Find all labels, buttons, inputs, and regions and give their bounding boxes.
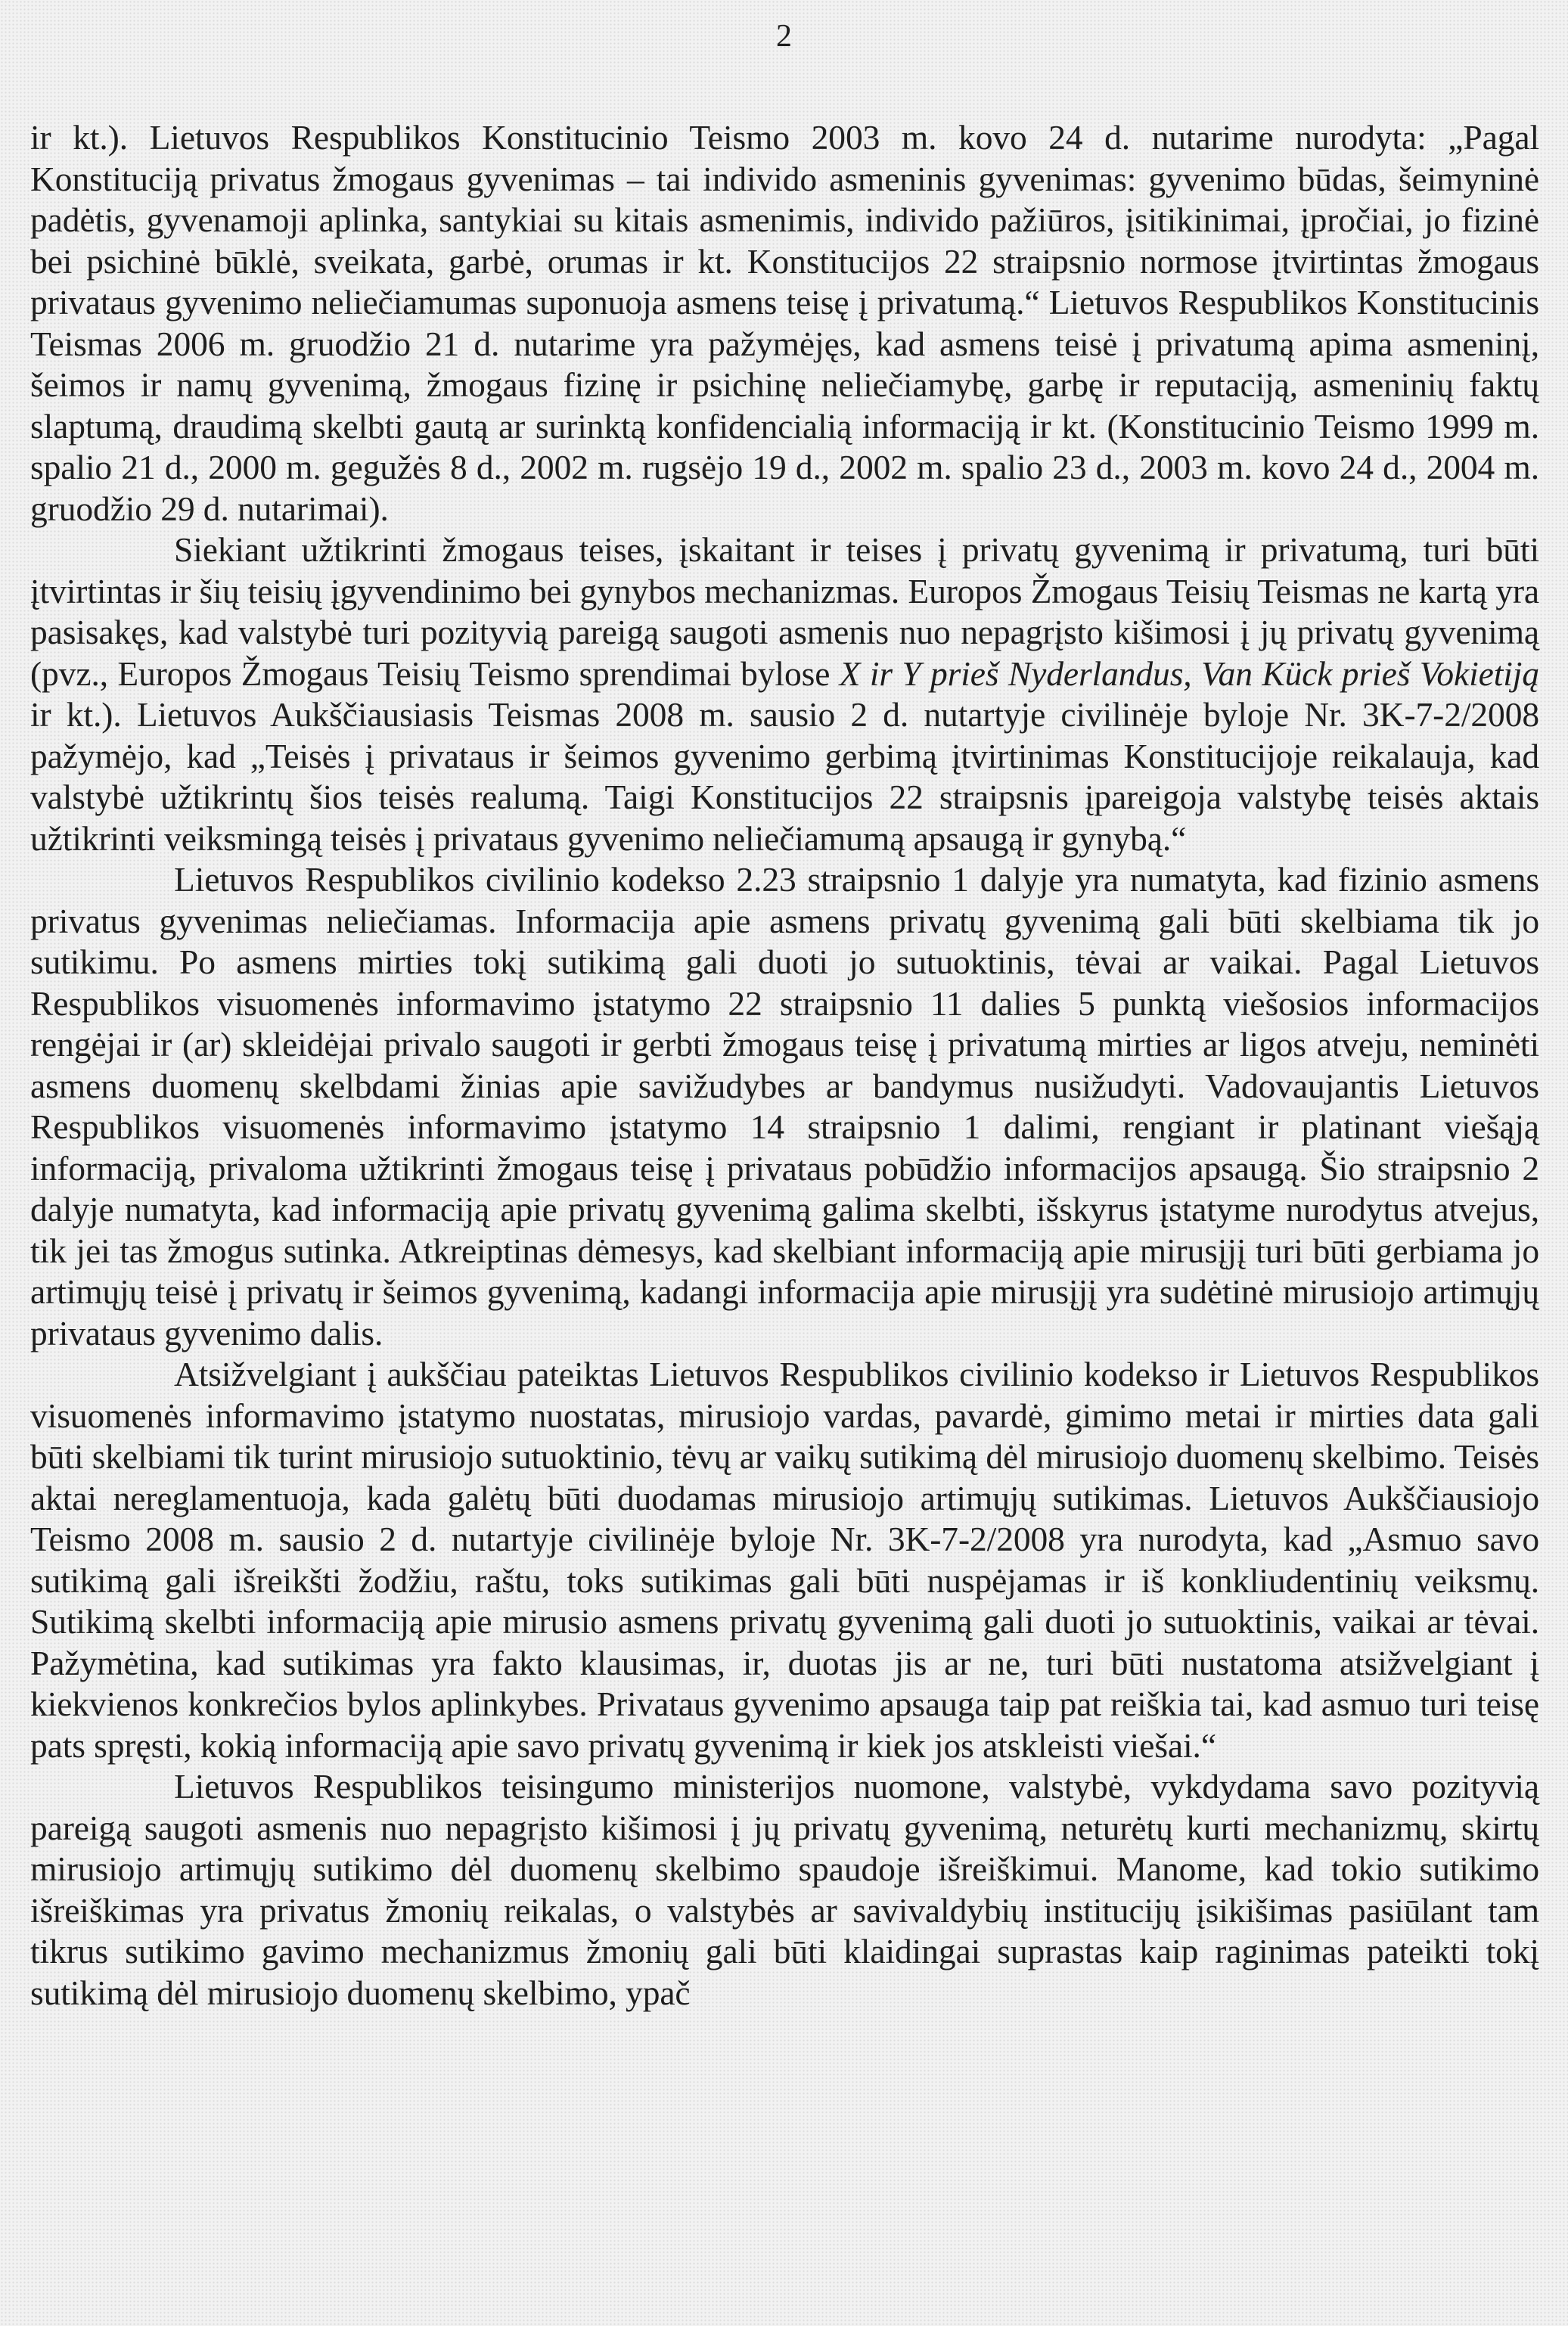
paragraph-text: Lietuvos Respublikos civilinio kodekso 2.23 straipsnio 1 dalyje yra numatyta, kad fizinio asmens privatus gyvenimas neliečiamas. Informacija apie asmens privatų gyvenimą gali būti skelbiama tik jo sutikimu. Po asmens mirties tokį sutikimą gali duoti jo sutuoktinis, tėvai ar vaikai. Pagal Lietuvos Respublikos visuomenės informavimo įstatymo 22 straipsnio 11 dalies 5 punktą viešosios informacijos rengėjai ir (ar) skleidėjai privalo saugoti ir gerbti žmogaus teisę į privatumą mirties ar ligos atveju, neminėti asmens duomenų skelbdami žinias apie savižudybes ar bandymus nusižudyti. Vadovaujantis Lietuvos Respublikos visuomenės informavimo įstatymo 14 straipsnio 1 dalimi, rengiant ir platinant viešąją informaciją, privaloma užtikrinti žmogaus teisę į privataus pobūdžio informacijos apsaugą. Šio straipsnio 2 dalyje numatyta, kad informaciją apie privatų gyvenimą galima skelbti, išskyrus įstatyme nurodytus atvejus, tik jei tas žmogus sutinka. Atkreiptinas dėmesys, kad skelbiant informaciją apie mirusįjį turi būti gerbiama jo artimųjų teisė į privatų ir šeimos gyvenimą, kadangi informacija apie mirusįjį yra sudėtinė mirusiojo artimųjų privataus gyvenimo dalis. [30, 860, 1539, 1352]
body-text [30, 117, 1539, 2014]
paragraph-text: ir kt.). Lietuvos Aukščiausiasis Teismas 2008 m. sausio 2 d. nutartyje civilinėje byloje Nr. 3K-7-2/2008 pažymėjo, kad „Teisės į privataus ir šeimos gyvenimo gerbimą įtvirtinimas Konstitucijoje reikalauja, kad valstybė užtikrintų šios teisės realumą. Taigi Konstitucijos 22 straipsnis įpareigoja valstybę teisės aktais užtikrinti veiksmingą teisės į privataus gyvenimo neliečiamumą apsaugą ir gynybą.“ [30, 695, 1539, 858]
paragraph-text: Siekiant užtikrinti žmogaus teises, įskaitant ir teises į privatų gyvenimą ir privatumą, turi būti įtvirtintas ir šių teisių įgyvendinimo bei gynybos mechanizmas. Europos Žmogaus Teisių Teismas ne kartą yra pasisakęs, kad valstybė turi pozityvią pareigą saugoti asmenis nuo nepagrįsto kišimosi į jų privatų gyvenimą (pvz., Europos Žmogaus Teisių Teismo sprendimai bylose [30, 530, 1539, 693]
paragraph [30, 529, 1539, 859]
case-name-italic: X ir Y prieš Nyderlandus, Van Kück prieš Vokietiją [839, 654, 1540, 693]
paragraph [30, 859, 1539, 1354]
paragraph [30, 117, 1539, 529]
paragraph-text: ir kt.). Lietuvos Respublikos Konstitucinio Teismo 2003 m. kovo 24 d. nutarime nurodyta: „Pagal Konstituciją privatus žmogaus gyvenimas – tai individo asmeninis gyvenimas: gyvenimo būdas, šeimyninė padėtis, gyvenamoji aplinka, santykiai su kitais asmenimis, individo pažiūros, įsitikinimai, įpročiai, jo fizinė bei psichinė būklė, sveikata, garbė, orumas ir kt. Konstitucijos 22 straipsnio normose įtvirtintas žmogaus privataus gyvenimo neliečiamumas suponuoja asmens teisę į privatumą.“ Lietuvos Respublikos Konstitucinis Teismas 2006 m. gruodžio 21 d. nutarime yra pažymėjęs, kad asmens teisė į privatumą apima asmeninį, šeimos ir namų gyvenimą, žmogaus fizinę ir psichinę neliečiamybę, garbę ir reputaciją, asmeninių faktų slaptumą, draudimą skelbti gautą ar surinktą konfidencialią informaciją ir kt. (Konstitucinio Teismo 1999 m. spalio 21 d., 2000 m. gegužės 8 d., 2002 m. rugsėjo 19 d., 2002 m. spalio 23 d., 2003 m. kovo 24 d., 2004 m. gruodžio 29 d. nutarimai). [30, 118, 1539, 528]
paragraph [30, 1354, 1539, 1766]
paragraph-text: Atsižvelgiant į aukščiau pateiktas Lietuvos Respublikos civilinio kodekso ir Lietuvos Respublikos visuomenės informavimo įstatymo nuostatas, mirusiojo vardas, pavardė, gimimo metai ir mirties data gali būti skelbiami tik turint mirusiojo sutuoktinio, tėvų ar vaikų sutikimą dėl mirusiojo duomenų skelbimo. Teisės aktai nereglamentuoja, kada galėtų būti duodamas mirusiojo artimųjų sutikimas. Lietuvos Aukščiausiojo Teismo 2008 m. sausio 2 d. nutartyje civilinėje byloje Nr. 3K-7-2/2008 yra nurodyta, kad „Asmuo savo sutikimą gali išreikšti žodžiu, raštu, toks sutikimas gali būti nuspėjamas ir iš konkliudentinių veiksmų. Sutikimą skelbti informaciją apie mirusio asmens privatų gyvenimą gali duoti jo sutuoktinis, vaikai ar tėvai. Pažymėtina, kad sutikimas yra fakto klausimas, ir, duotas jis ar ne, turi būti nustatoma atsižvelgiant į kiekvienos konkrečios bylos aplinkybes. Privataus gyvenimo apsauga taip pat reiškia tai, kad asmuo turi teisę pats spręsti, kokią informaciją apie savo privatų gyvenimą ir kiek jos atskleisti viešai.“ [30, 1355, 1539, 1765]
paragraph-text: Lietuvos Respublikos teisingumo ministerijos nuomone, valstybė, vykdydama savo pozityvią pareigą saugoti asmenis nuo nepagrįsto kišimosi į jų privatų gyvenimą, neturėtų kurti mechanizmų, skirtų mirusiojo artimųjų sutikimo dėl duomenų skelbimo spaudoje išreiškimui. Manome, kad tokio sutikimo išreiškimas yra privatus žmonių reikalas, o valstybės ar savivaldybių institucijų įsikišimas pasiūlant tam tikrus sutikimo gavimo mechanizmus žmonių gali būti klaidingai suprastas kaip raginimas pateikti tokį sutikimą dėl mirusiojo duomenų skelbimo, ypač [30, 1767, 1539, 2012]
page-number: 2 [776, 19, 792, 54]
paragraph [30, 1766, 1539, 2014]
